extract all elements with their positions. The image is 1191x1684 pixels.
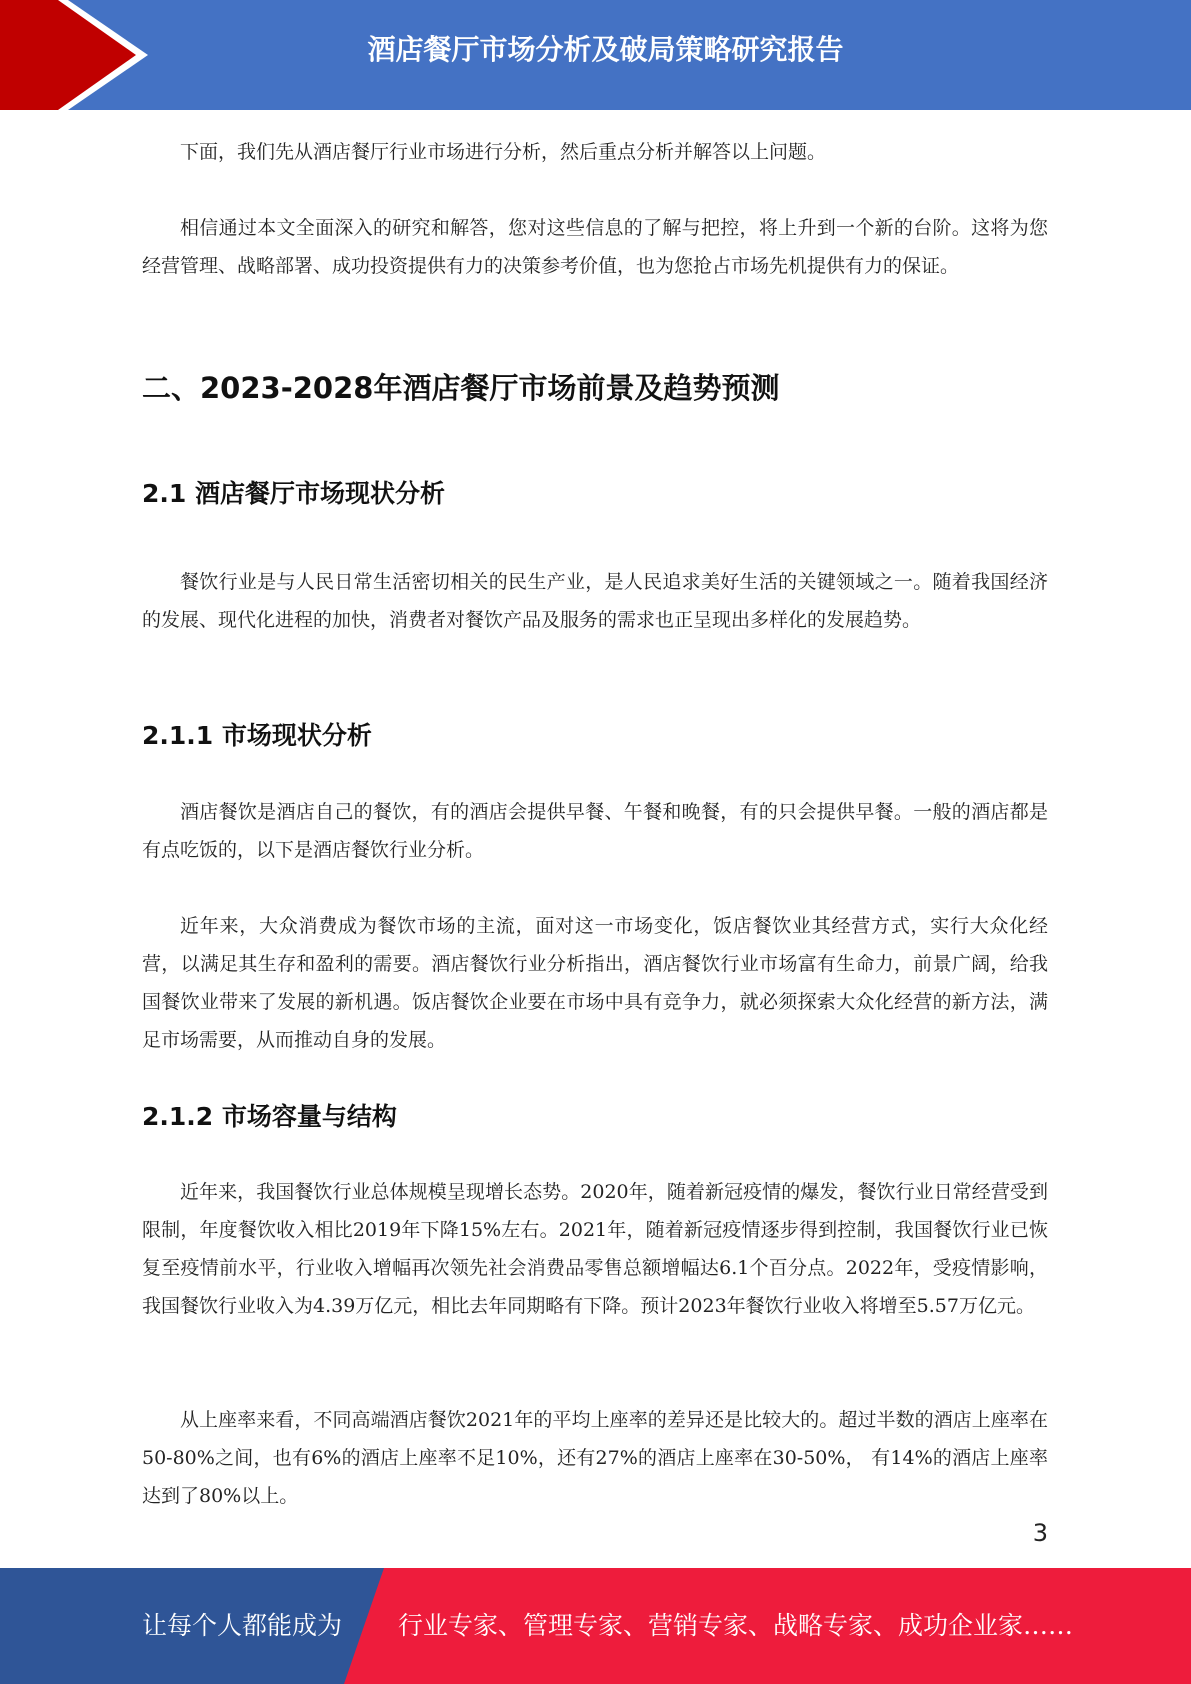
- paragraph-intro: 下面，我们先从酒店餐厅行业市场进行分析，然后重点分析并解答以上问题。: [180, 141, 827, 163]
- subsection-heading-2-1-1: 2.1.1 市场现状分析: [142, 721, 372, 750]
- paragraph-value: 相信通过本文全面深入的研究和解答，您对这些信息的了解与把控，将上升到一个新的台阶。这将为您经营管理、战略部署、成功投资提供有力的决策参考价值，也为您抢占市场先机提供有力的保证。: [142, 217, 1048, 277]
- page-footer: [0, 1568, 1191, 1684]
- section-heading: 二、2023-2028年酒店餐厅市场前景及趋势预测: [142, 371, 780, 405]
- paragraph-industry: 餐饮行业是与人民日常生活密切相关的民生产业，是人民追求美好生活的关键领域之一。随着我国经济的发展、现代化进程的加快，消费者对餐饮产品及服务的需求也正呈现出多样化的发展趋势。: [142, 571, 1048, 631]
- subsection-heading-2-1: 2.1 酒店餐厅市场现状分析: [142, 479, 445, 508]
- subsection-heading-2-1-2: 2.1.2 市场容量与结构: [142, 1102, 397, 1131]
- footer-slogan-left: 让每个人都能成为: [142, 1611, 343, 1640]
- paragraph-occupancy: 从上座率来看，不同高端酒店餐饮2021年的平均上座率的差异还是比较大的。超过半数的酒店上座率在50-80%之间，也有6%的酒店上座率不足10%，还有27%的酒店上座率在30-50%， 有14%的酒店上座率达到了80%以上。: [142, 1409, 1048, 1507]
- page-header: [0, 0, 1191, 110]
- header-title: 酒店餐厅市场分析及破局策略研究报告: [367, 33, 844, 66]
- paragraph-mass-consumption: 近年来，大众消费成为餐饮市场的主流，面对这一市场变化，饭店餐饮业其经营方式，实行大众化经营，以满足其生存和盈利的需要。酒店餐饮行业分析指出，酒店餐饮行业市场富有生命力，前景广阔，给我国餐饮业带来了发展的新机遇。饭店餐饮企业要在市场中具有竞争力，就必须探索大众化经营的新方法，满足市场需要，从而推动自身的发展。: [142, 915, 1048, 1051]
- paragraph-market-size: 近年来，我国餐饮行业总体规模呈现增长态势。2020年，随着新冠疫情的爆发，餐饮行业日常经营受到限制，年度餐饮收入相比2019年下降15%左右。2021年，随着新冠疫情逐步得到控制，我国餐饮行业已恢复至疫情前水平，行业收入增幅再次领先社会消费品零售总额增幅达6.1个百分点。2022年，受疫情影响，我国餐饮行业收入为4.39万亿元，相比去年同期略有下降。预计2023年餐饮行业收入将增至5.57万亿元。: [142, 1181, 1048, 1317]
- page-number: 3: [1032, 1519, 1048, 1547]
- footer-slogan-right: 行业专家、管理专家、营销专家、战略专家、成功企业家……: [398, 1611, 1074, 1640]
- paragraph-hotel-dining: 酒店餐饮是酒店自己的餐饮，有的酒店会提供早餐、午餐和晚餐，有的只会提供早餐。一般的酒店都是有点吃饭的，以下是酒店餐饮行业分析。: [142, 801, 1048, 861]
